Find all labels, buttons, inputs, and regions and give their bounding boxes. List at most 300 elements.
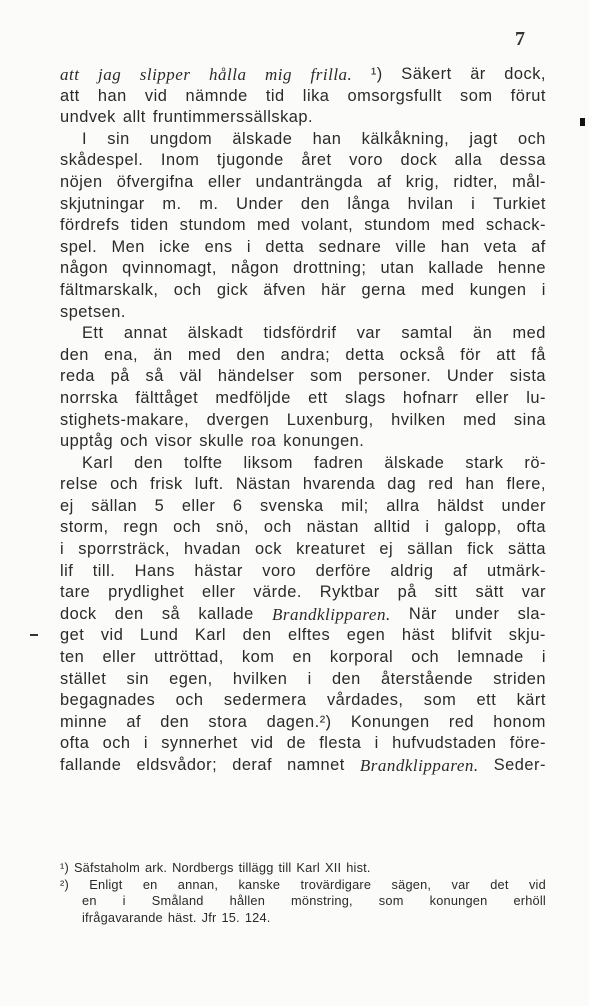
word: före- [509, 734, 546, 753]
word: flere, [506, 475, 546, 494]
text-line [60, 410, 546, 432]
text-line [60, 107, 546, 129]
word: mönstring, [291, 893, 353, 908]
word: öfvergifna [116, 172, 194, 191]
word: synnerhet [161, 734, 238, 753]
word: kallade [198, 604, 254, 623]
word: i [122, 893, 126, 908]
word: sitt [434, 583, 458, 602]
word: den [60, 345, 89, 364]
word: och [517, 129, 546, 148]
word: fälttåget [135, 388, 199, 407]
word: stundom [179, 216, 246, 235]
text-line [60, 474, 546, 496]
text-line [60, 690, 546, 712]
word: gerna [361, 280, 406, 299]
word: Nordbergs [172, 860, 234, 875]
word: egen [346, 626, 386, 645]
word: den [242, 626, 272, 645]
word: ej [379, 540, 394, 559]
word: red [448, 712, 475, 731]
word: dock [60, 604, 97, 623]
word: skulle [199, 432, 245, 451]
word: var [521, 583, 546, 602]
word: hvarenda [302, 475, 376, 494]
word: sedermera [223, 691, 307, 710]
word: långa [347, 194, 391, 213]
word: ett [476, 691, 497, 710]
word: deraf [232, 756, 273, 774]
word: norrska [60, 388, 119, 407]
word: hållen [229, 893, 266, 908]
word: fruntimmerssällskap. [152, 108, 314, 127]
word: älskade [384, 453, 445, 472]
word: i [374, 734, 379, 753]
word: flesta [319, 734, 362, 753]
text-line [60, 625, 546, 647]
word: undvek [60, 108, 116, 127]
word: att [60, 86, 80, 105]
word: en [82, 893, 97, 908]
page-number: 7 [515, 28, 525, 50]
word: slags [344, 388, 386, 407]
word: 15. [221, 909, 240, 925]
word: detta [345, 345, 385, 364]
word: voro [349, 151, 383, 170]
word: till. [92, 561, 116, 580]
text-line [60, 712, 546, 734]
word: tolfte [183, 453, 223, 472]
word: den [134, 453, 163, 472]
word: och [175, 691, 204, 710]
word: på [397, 583, 417, 602]
word: vid [100, 626, 124, 645]
word: roa [251, 432, 277, 451]
word: tillägg [238, 860, 274, 875]
word: kärt [516, 691, 546, 710]
word: fallande [60, 756, 122, 774]
word: nästan [306, 518, 359, 537]
word: någon [60, 259, 109, 278]
word: hvadan [184, 540, 241, 559]
margin-mark [580, 118, 585, 126]
word: i [541, 280, 546, 299]
text-line [60, 150, 546, 172]
word: sin [107, 129, 130, 148]
word: aldrig [390, 561, 434, 580]
word: icke [159, 237, 191, 256]
word: dagen.²) [266, 712, 332, 731]
word: fältmarskalk, [60, 280, 159, 299]
word: tid [265, 86, 285, 105]
word: han [465, 475, 495, 494]
word: på [110, 367, 130, 386]
word: annat [123, 324, 168, 343]
word: stundom [364, 216, 431, 235]
text-line [60, 517, 546, 539]
text-line [60, 345, 546, 367]
word: sin [126, 669, 149, 688]
text-line [60, 539, 546, 561]
word: med [441, 216, 475, 235]
word: veta [483, 237, 517, 256]
word: visor [155, 432, 193, 451]
word: sägen, [391, 876, 432, 892]
word: namnet [287, 756, 345, 774]
word: och [263, 518, 292, 537]
word: än [472, 324, 493, 343]
text-line [60, 582, 546, 604]
word: af [376, 172, 392, 191]
word: Jfr [201, 909, 217, 925]
word: ej [60, 496, 74, 515]
word: också [399, 345, 445, 364]
word: m. [199, 194, 219, 213]
word: fick [467, 540, 494, 559]
word: Seder- [493, 756, 546, 774]
word: året [301, 151, 332, 170]
footnote-line [60, 893, 546, 910]
word: ¹) [60, 860, 69, 875]
word: eller [181, 496, 216, 515]
word: eller [202, 583, 236, 602]
word: få [531, 345, 546, 364]
word: stället [60, 669, 107, 688]
word: som [423, 691, 457, 710]
text-line [60, 669, 546, 691]
word: henne [497, 259, 546, 278]
word: som [378, 893, 404, 908]
word: eldsvådor; [136, 756, 218, 774]
word: begagnades [60, 691, 156, 710]
word: mig [265, 65, 292, 84]
word: med [512, 324, 546, 343]
word: en [292, 648, 312, 667]
word: blifvit [451, 626, 493, 645]
word: med [463, 410, 497, 429]
text-line [60, 496, 546, 518]
word: ²) [60, 876, 69, 892]
text-line [60, 453, 546, 475]
word: andra; [280, 345, 331, 364]
word: dock, [504, 65, 546, 83]
word: han [440, 237, 470, 256]
word: m. [162, 194, 182, 213]
word: af [452, 561, 468, 580]
text-line [60, 561, 546, 583]
word: Luxenburg, [286, 410, 374, 429]
word: eller [207, 172, 242, 191]
word: 6 [232, 496, 243, 515]
word: ena, [104, 345, 139, 364]
word: af [531, 237, 546, 256]
text-line [60, 86, 546, 108]
word: I [82, 129, 88, 148]
word: snö, [215, 518, 249, 537]
word: i [471, 194, 476, 213]
word: ofta [60, 734, 90, 753]
word: väl [179, 367, 203, 386]
word: skjutningar [60, 194, 145, 213]
footnote-line [60, 877, 546, 894]
word: Lund [139, 626, 179, 645]
word: de [286, 734, 306, 753]
word: allra [386, 496, 420, 515]
word: 124. [244, 909, 271, 925]
word: uttröttad, [154, 648, 224, 667]
word: sporrsträck, [78, 540, 170, 559]
word: skådespel. [60, 151, 144, 170]
word: korporal [329, 648, 394, 667]
word: derföre [315, 561, 371, 580]
word: stora [208, 712, 248, 731]
word: återstående [380, 669, 474, 688]
word: sällan [91, 496, 138, 515]
word: schack- [485, 216, 546, 235]
word: dessa [499, 151, 546, 170]
word: dock [400, 151, 438, 170]
word: var [451, 876, 470, 892]
word: annan, [177, 876, 219, 892]
word: den [236, 345, 266, 364]
text-line [60, 733, 546, 755]
word: är [470, 65, 486, 83]
word: red [428, 475, 454, 494]
word: under [454, 604, 500, 623]
word: Brandklipparen. [359, 756, 479, 775]
word: sla- [517, 604, 546, 623]
word: och [173, 518, 202, 537]
word: hålla [209, 65, 247, 84]
word: sista [509, 367, 546, 386]
margin-dash [30, 634, 38, 636]
word: spel. [60, 237, 98, 256]
word: rö- [524, 453, 546, 472]
word: konungen. [283, 432, 365, 451]
word: konungen [429, 893, 488, 908]
word: ifrågavarande [82, 909, 163, 925]
word: utmärk- [486, 561, 546, 580]
text-line [60, 215, 546, 237]
word: till [278, 860, 292, 875]
word: Under [446, 367, 495, 386]
word: sina [513, 410, 546, 429]
word: trovärdigare [300, 876, 372, 892]
word: regn [123, 518, 159, 537]
word: hvilken [391, 410, 446, 429]
text-line [60, 302, 546, 324]
word: undanträngda [255, 172, 363, 191]
word: eller [102, 648, 136, 667]
word: lemnade [457, 648, 524, 667]
word: get [60, 626, 85, 645]
word: lu- [526, 388, 546, 407]
word: samtal [401, 324, 453, 343]
word: krig, [405, 172, 440, 191]
word: hvilan [407, 194, 454, 213]
word: kallade [428, 259, 484, 278]
word: elftes [288, 626, 331, 645]
word: 5 [154, 496, 165, 515]
footnotes [60, 860, 546, 926]
text-line [60, 64, 546, 86]
word: prydlighet [108, 583, 185, 602]
word: så [161, 604, 181, 623]
word: Hans [134, 561, 175, 580]
word: vid [144, 86, 168, 105]
footnote-line [60, 860, 546, 877]
word: Turkiet [492, 194, 546, 213]
word: voro [262, 561, 297, 580]
word: Nästan [235, 475, 291, 494]
word: minne [60, 712, 108, 731]
word: var [356, 324, 382, 343]
word: ungdom [149, 129, 213, 148]
word: tiden [130, 216, 169, 235]
word: förut [510, 86, 546, 105]
word: ville [395, 237, 427, 256]
word: fadren [313, 453, 364, 472]
word: den [331, 669, 361, 688]
word: ock [254, 540, 282, 559]
word: han [312, 129, 342, 148]
word: i [143, 734, 148, 753]
word: han [97, 86, 127, 105]
text-line [60, 647, 546, 669]
word: volant, [301, 216, 354, 235]
word: lika [302, 86, 330, 105]
word: jag [97, 65, 122, 84]
word: liksom [243, 453, 293, 472]
word: kälkåkning, [361, 129, 450, 148]
text-line [60, 280, 546, 302]
word: nämnde [185, 86, 248, 105]
word: Brandklipparen. [271, 604, 391, 624]
text-line [60, 258, 546, 280]
word: häldst [437, 496, 484, 515]
word: storm, [60, 518, 109, 537]
word: kom [241, 648, 275, 667]
word: kreaturet [296, 540, 366, 559]
word: stighets-makare, [60, 410, 190, 429]
word: Inom [160, 151, 200, 170]
word: den [300, 194, 330, 213]
word: omsorgsfullt [347, 86, 442, 105]
word: drottning; [293, 259, 367, 278]
word: det [490, 876, 509, 892]
word: dvergen [206, 410, 270, 429]
word: Ryktbar [319, 583, 380, 602]
word: galopp, [444, 518, 502, 537]
word: qvinnomagt, [122, 259, 217, 278]
word: i [307, 669, 312, 688]
word: sätt [475, 583, 504, 602]
word: stark [465, 453, 504, 472]
word: relse [60, 475, 99, 494]
word: nöjen [60, 172, 103, 191]
word: af [126, 712, 142, 731]
word: fördrefs [60, 216, 120, 235]
word: alltid [373, 518, 411, 537]
word: som [460, 86, 493, 105]
word: medföljde [215, 388, 291, 407]
word: den [160, 712, 190, 731]
word: i [541, 648, 546, 667]
text-line [60, 172, 546, 194]
word: Karl [82, 453, 114, 472]
word: den [114, 604, 144, 623]
word: vårdades, [326, 691, 404, 710]
word: under [501, 496, 546, 515]
word: striden [493, 669, 546, 688]
text-line [60, 194, 546, 216]
word: kanske [238, 876, 281, 892]
word: sednare [318, 237, 382, 256]
word: och [110, 475, 139, 494]
word: Konungen [350, 712, 430, 731]
word: tidsfördrif [263, 324, 337, 343]
word: svenska [259, 496, 324, 515]
word: Under [236, 194, 284, 213]
word: Karl [194, 626, 227, 645]
word: Småland [151, 893, 204, 908]
word: som [310, 367, 343, 386]
word: ten [60, 648, 85, 667]
word: Men [111, 237, 145, 256]
word: en [142, 876, 158, 892]
word: älskadt [187, 324, 244, 343]
word: vid [528, 876, 546, 892]
word: frilla. [310, 65, 353, 84]
word: frisk [150, 475, 183, 494]
word: personer. [358, 367, 432, 386]
word: mil; [341, 496, 369, 515]
word: och [120, 432, 149, 451]
word: ark. [144, 860, 168, 875]
word: hofnarr [402, 388, 459, 407]
word: Säfstaholm [73, 860, 140, 875]
word: Säkert [401, 65, 452, 83]
word: gick [216, 280, 249, 299]
word: eller [475, 388, 510, 407]
word: hästar [194, 561, 243, 580]
word: i [425, 518, 430, 537]
text-line [60, 323, 546, 345]
text-line [60, 366, 546, 388]
word: än [153, 345, 173, 364]
word: erhöll [513, 893, 546, 908]
word: jagt [469, 129, 498, 148]
word: alla [454, 151, 483, 170]
word: så [145, 367, 164, 386]
word: med [187, 345, 222, 364]
word: tjugonde [216, 151, 284, 170]
text-line [60, 604, 546, 626]
text-line [60, 755, 546, 777]
word: här [321, 280, 347, 299]
word: lif [60, 561, 74, 580]
word: att [60, 65, 80, 84]
word: äfven [263, 280, 306, 299]
word: och [411, 648, 440, 667]
word: i [246, 237, 252, 256]
word: När [408, 604, 437, 623]
text-line [60, 388, 546, 410]
word: slipper [139, 65, 191, 84]
word: och [102, 734, 131, 753]
body-text [60, 64, 546, 777]
word: egen, [169, 669, 213, 688]
